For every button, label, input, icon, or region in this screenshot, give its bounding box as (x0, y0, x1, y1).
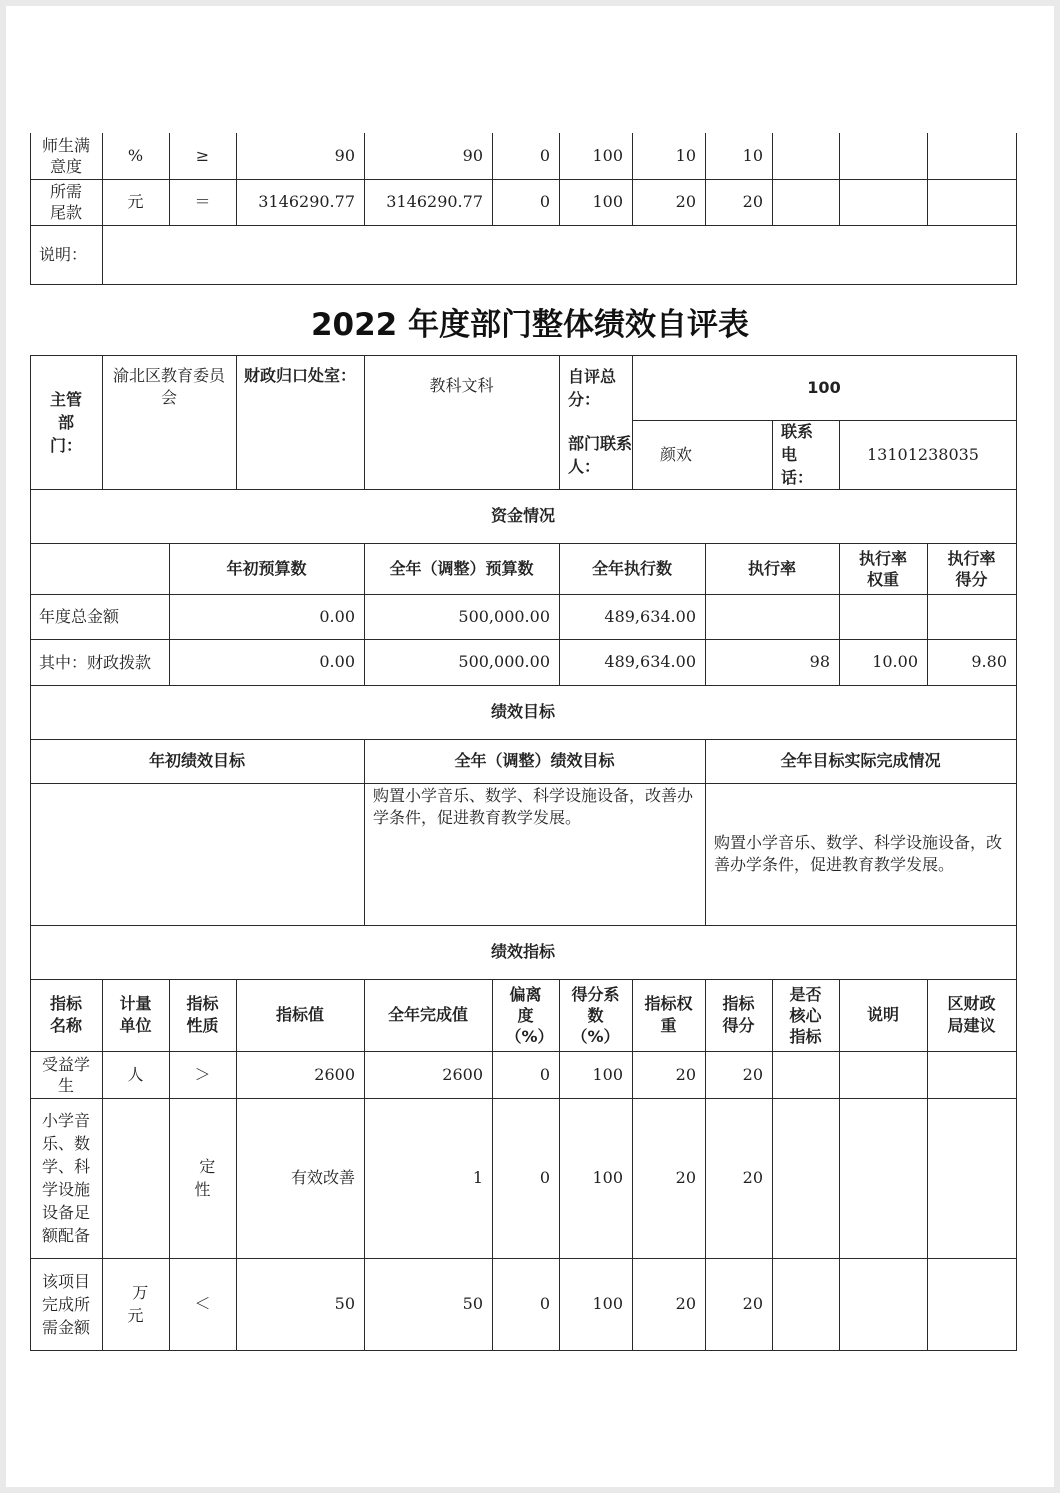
contact-value: 颜欢 (660, 444, 693, 464)
indicator-name: 所需尾款 (49, 182, 82, 222)
dept-label (30, 355, 102, 489)
funds-executed-value: 489,634.00 (604, 652, 696, 671)
ind-score: 20 (742, 1168, 763, 1187)
funds-col-rate-score (927, 543, 1016, 594)
indicator-name: 师生满意度 (41, 136, 90, 176)
ind-weight: 20 (675, 1168, 696, 1187)
ind-col-core (772, 979, 839, 1051)
phone-value: 13101238035 (867, 444, 979, 464)
ind-col-actual: 全年完成值 (387, 1005, 468, 1024)
indicator-name-cell (30, 179, 102, 225)
ind-actual: 2600 (442, 1064, 483, 1084)
deviation-cell: 0 (539, 192, 550, 211)
actual-cell: 90 (462, 146, 483, 165)
ind-name-text: 小学音乐、数学、科学设施设备足额配备 (41, 1111, 90, 1245)
funds-col-executed: 全年执行数 (591, 558, 672, 578)
ind-unit-text: 万元 (127, 1283, 149, 1325)
funds-weight-value (839, 594, 927, 639)
goals-section-title: 绩效目标 (490, 702, 555, 721)
ind-deviation: 0 (539, 1294, 550, 1313)
goals-col-initial: 年初绩效目标 (148, 751, 245, 770)
goals-initial-text (30, 783, 364, 925)
ind-col-score (705, 979, 772, 1051)
funds-score-value: 9.80 (971, 652, 1007, 671)
ind-col-name (30, 979, 102, 1051)
score-cell: 10 (742, 146, 763, 165)
ind-col-coefficient (559, 979, 632, 1051)
funds-col-rate-weight-text: 执行率权重 (858, 548, 907, 589)
ind-name (30, 1051, 102, 1098)
ind-target: 2600 (314, 1064, 355, 1084)
funds-adjusted-value: 500,000.00 (458, 606, 550, 626)
ind-col-deviation-text: 偏离度（%） (505, 984, 554, 1046)
ind-nature-text: 定性 (194, 1157, 216, 1199)
funds-initial-value: 0.00 (319, 652, 355, 671)
ind-col-nature (169, 979, 236, 1051)
phone-label (772, 420, 839, 489)
page-title: 2022 年度部门整体绩效自评表 (310, 307, 750, 343)
ind-coefficient: 100 (592, 1168, 623, 1187)
funds-adjusted-value: 500,000.00 (458, 652, 550, 671)
ind-col-core-text: 是否核心指标 (789, 984, 822, 1046)
nature-cell: ＝ (194, 192, 211, 211)
finance-dept-value: 教科文科 (429, 376, 494, 395)
score-cell: 20 (742, 192, 763, 211)
funds-col-rate-weight (839, 543, 927, 594)
ind-unit (102, 1098, 169, 1258)
funds-row-label: 年度总金额 (39, 606, 120, 626)
ind-unit: 人 (127, 1064, 144, 1084)
funds-section-title: 资金情况 (490, 506, 555, 525)
ind-coefficient: 100 (592, 1294, 623, 1313)
ind-col-target: 指标值 (275, 1005, 324, 1024)
ind-weight: 20 (675, 1294, 696, 1313)
funds-rate-value: 98 (809, 652, 830, 671)
dept-value: 渝北区教育委员会 (112, 366, 225, 407)
ind-nature: ＜ (194, 1294, 211, 1313)
ind-name-text: 该项目完成所需金额 (41, 1271, 90, 1337)
funds-col-rate: 执行率 (747, 558, 796, 578)
ind-name-text: 受益学生 (41, 1054, 90, 1095)
nature-cell: ≥ (195, 146, 210, 165)
indicators-section-title: 绩效指标 (490, 942, 555, 961)
ind-nature: ＞ (194, 1064, 211, 1084)
goals-actual-text: 购置小学音乐、数学、科学设施设备，改善办学条件，促进教育教学发展。 (714, 833, 1003, 874)
ind-deviation: 0 (539, 1168, 550, 1187)
ind-col-suggestion-text: 区财政局建议 (947, 994, 996, 1035)
ind-score: 20 (742, 1294, 763, 1313)
ind-col-unit-text: 计量单位 (119, 994, 152, 1035)
actual-cell: 3146290.77 (386, 192, 483, 211)
ind-col-coefficient-text: 得分系数（%） (571, 984, 620, 1046)
funds-col-rate-score-text: 执行率得分 (947, 548, 996, 589)
funds-col-initial: 年初预算数 (226, 558, 307, 578)
indicator-name-cell (30, 133, 102, 179)
document-page (6, 6, 1054, 1487)
weight-cell: 10 (675, 146, 696, 165)
ind-actual: 1 (472, 1168, 483, 1187)
ind-col-note: 说明 (866, 1005, 899, 1024)
deviation-cell: 0 (539, 146, 550, 165)
funds-score-value (927, 594, 1016, 639)
goals-col-actual: 全年目标实际完成情况 (780, 751, 941, 770)
ind-col-weight (632, 979, 705, 1051)
ind-col-deviation (492, 979, 559, 1051)
ind-target: 50 (334, 1294, 355, 1313)
ind-coefficient: 100 (592, 1064, 623, 1084)
ind-name (30, 1258, 102, 1350)
funds-row-label-text: 其中：财政拨款 (39, 652, 152, 672)
funds-rate-value (705, 594, 839, 639)
funds-row-label (30, 639, 169, 685)
ind-col-name-text: 指标名称 (49, 994, 82, 1035)
unit-cell: % (127, 146, 144, 165)
ind-deviation: 0 (539, 1064, 550, 1084)
ind-nature (169, 1098, 236, 1258)
target-cell: 3146290.77 (258, 192, 355, 211)
ind-target: 有效改善 (290, 1168, 355, 1187)
phone-label-text: 联系电话： (781, 422, 814, 487)
goals-adjusted-text: 购置小学音乐、数学、科学设施设备，改善办学条件，促进教育教学发展。 (373, 786, 694, 827)
ind-col-weight-text: 指标权重 (644, 994, 693, 1035)
ind-weight: 20 (675, 1064, 696, 1084)
finance-dept-label: 财政归口处室： (243, 366, 356, 385)
ind-col-suggestion (927, 979, 1016, 1051)
ind-col-nature-text: 指标性质 (186, 994, 219, 1035)
dept-label-text: 主管部门： (49, 389, 82, 455)
goals-col-adjusted: 全年（调整）绩效目标 (454, 751, 615, 770)
funds-initial-value: 0.00 (319, 606, 355, 626)
ind-actual: 50 (462, 1294, 483, 1313)
unit-cell: 元 (127, 192, 144, 211)
score-total-value: 100 (807, 377, 841, 397)
coefficient-cell: 100 (592, 192, 623, 211)
note-label: 说明： (39, 244, 88, 264)
ind-col-unit (102, 979, 169, 1051)
ind-col-score-text: 指标得分 (722, 994, 755, 1035)
coefficient-cell: 100 (592, 146, 623, 165)
score-total-label: 自评总分： (568, 366, 617, 409)
funds-weight-value: 10.00 (872, 652, 918, 671)
contact-label: 部门联系人： (568, 433, 632, 476)
ind-score: 20 (742, 1064, 763, 1084)
funds-executed-value: 489,634.00 (604, 606, 696, 626)
weight-cell: 20 (675, 192, 696, 211)
target-cell: 90 (334, 146, 355, 165)
ind-name (30, 1098, 102, 1258)
funds-col-adjusted: 全年（调整）预算数 (389, 558, 534, 578)
ind-unit (102, 1258, 169, 1350)
